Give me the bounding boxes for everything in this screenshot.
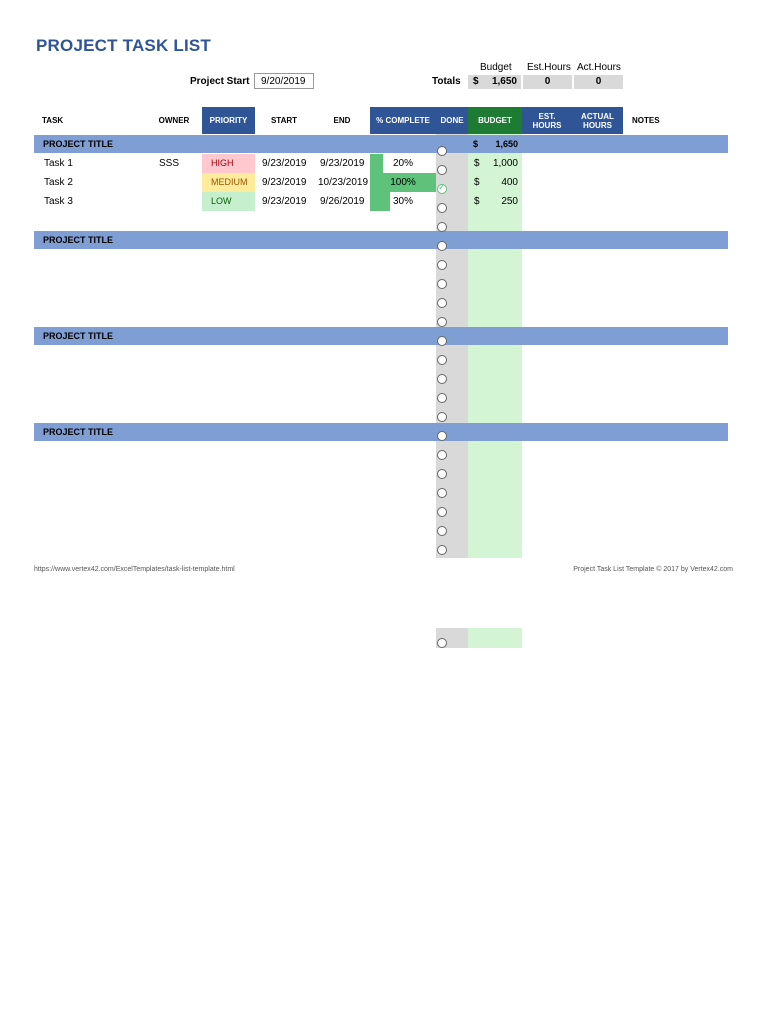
header-start[interactable]: START	[270, 116, 298, 125]
task-budget-currency: $	[474, 196, 480, 207]
header-owner[interactable]: OWNER	[158, 116, 190, 125]
priority-badge[interactable]: HIGH	[202, 154, 255, 173]
circle-icon[interactable]	[437, 317, 447, 327]
header-est-hours[interactable]: EST. HOURS	[522, 107, 572, 134]
circle-icon[interactable]	[437, 469, 447, 479]
section-band[interactable]	[34, 423, 728, 441]
task-end[interactable]: 9/23/2019	[320, 158, 365, 169]
project-start-input[interactable]: 9/20/2019	[254, 73, 314, 89]
task-owner[interactable]: SSS	[159, 158, 180, 169]
circle-icon[interactable]	[437, 260, 447, 270]
circle-icon[interactable]	[437, 165, 447, 175]
section-band[interactable]	[34, 327, 728, 345]
task-start[interactable]: 9/23/2019	[262, 177, 307, 188]
circle-icon[interactable]	[437, 355, 447, 365]
header-notes[interactable]: NOTES	[632, 116, 660, 125]
header-priority[interactable]: PRIORITY	[202, 107, 255, 134]
check-mark-icon: ✓	[438, 182, 446, 192]
task-budget[interactable]: 400	[501, 177, 518, 188]
section-title: PROJECT TITLE	[43, 331, 114, 341]
task-budget-currency: $	[474, 177, 480, 188]
circle-icon[interactable]	[437, 336, 447, 346]
section-title: PROJECT TITLE	[43, 139, 114, 149]
section-band[interactable]	[34, 135, 728, 153]
est-hours-summary-label: Est.Hours	[527, 62, 571, 73]
budget-summary-label: Budget	[480, 62, 512, 73]
footer-url[interactable]: https://www.vertex42.com/ExcelTemplates/task-list-template.html	[34, 566, 235, 573]
circle-icon[interactable]	[437, 393, 447, 403]
circle-icon[interactable]	[437, 638, 447, 648]
task-name[interactable]: Task 3	[44, 196, 73, 207]
budget-total-value: 1,650	[491, 76, 517, 87]
section-budget-value: 1,650	[495, 139, 518, 149]
circle-icon[interactable]	[437, 545, 447, 555]
circle-icon[interactable]	[437, 203, 447, 213]
budget-total-currency: $	[473, 76, 479, 87]
circle-icon[interactable]	[437, 241, 447, 251]
totals-label: Totals	[432, 76, 461, 87]
progress-value[interactable]: 20%	[392, 158, 413, 169]
circle-icon[interactable]	[437, 412, 447, 422]
circle-icon[interactable]	[437, 222, 447, 232]
section-title: PROJECT TITLE	[43, 427, 114, 437]
task-name[interactable]: Task 2	[44, 177, 73, 188]
task-budget[interactable]: 250	[501, 196, 518, 207]
act-hours-total: 0	[574, 75, 623, 89]
header-complete[interactable]: % COMPLETE	[370, 107, 436, 134]
circle-icon[interactable]	[437, 450, 447, 460]
circle-icon[interactable]	[437, 146, 447, 156]
page-title: PROJECT TASK LIST	[36, 36, 211, 55]
project-start-label: Project Start	[190, 76, 250, 87]
circle-icon[interactable]	[437, 507, 447, 517]
header-budget[interactable]: BUDGET	[468, 107, 522, 134]
task-budget[interactable]: 1,000	[492, 158, 518, 169]
section-budget-currency: $	[473, 139, 479, 149]
task-budget-currency: $	[474, 158, 480, 169]
footer-credit: Project Task List Template © 2017 by Vertex42.com	[573, 566, 733, 573]
est-hours-total: 0	[523, 75, 572, 89]
task-end[interactable]: 10/23/2019	[318, 177, 369, 188]
check-circle-icon[interactable]	[437, 184, 447, 194]
circle-icon[interactable]	[437, 526, 447, 536]
header-actual-hours[interactable]: ACTUAL HOURS	[572, 107, 623, 134]
task-name[interactable]: Task 1	[44, 158, 73, 169]
circle-icon[interactable]	[437, 488, 447, 498]
section-title: PROJECT TITLE	[43, 235, 114, 245]
header-done[interactable]: DONE	[436, 107, 468, 134]
circle-icon[interactable]	[437, 279, 447, 289]
circle-icon[interactable]	[437, 374, 447, 384]
priority-badge[interactable]: LOW	[202, 192, 255, 211]
budget-column-extra	[468, 628, 522, 648]
circle-icon[interactable]	[437, 431, 447, 441]
task-end[interactable]: 9/26/2019	[320, 196, 365, 207]
header-task[interactable]: TASK	[42, 116, 64, 125]
act-hours-summary-label: Act.Hours	[577, 62, 621, 73]
priority-badge[interactable]: MEDIUM	[202, 173, 255, 192]
progress-value[interactable]: 30%	[392, 196, 413, 207]
progress-value[interactable]: 100%	[390, 177, 416, 188]
budget-total-cell	[468, 75, 521, 89]
circle-icon[interactable]	[437, 298, 447, 308]
task-start[interactable]: 9/23/2019	[262, 196, 307, 207]
header-end[interactable]: END	[333, 116, 351, 125]
task-start[interactable]: 9/23/2019	[262, 158, 307, 169]
section-band[interactable]	[34, 231, 728, 249]
